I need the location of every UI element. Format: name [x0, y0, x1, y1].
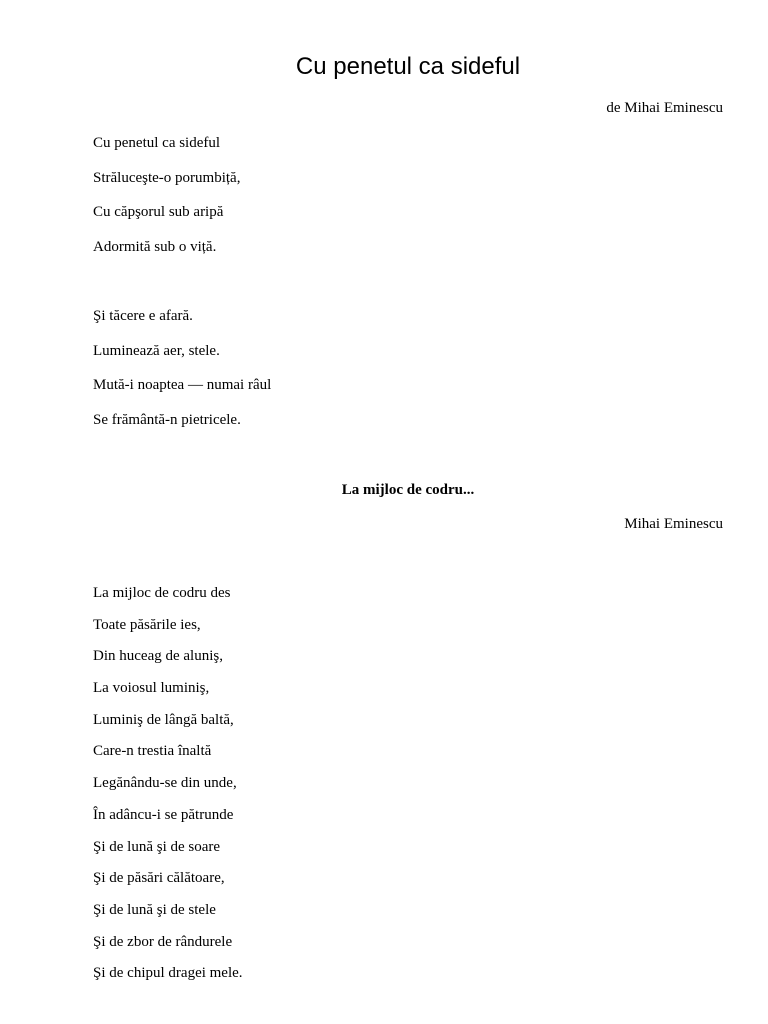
verse-line: Din huceag de aluniş,: [93, 648, 223, 665]
verse-line: Străluceşte-o porumbiță,: [93, 169, 241, 186]
verse-line: Şi de zbor de rândurele: [93, 933, 233, 950]
verse-line: Mută-i noaptea — numai râul: [93, 377, 272, 394]
verse-line: Cu căpşorul sub aripă: [93, 204, 224, 221]
poem-stanza-2: [93, 306, 271, 445]
verse-line: În adâncu-i se pătrunde: [93, 806, 234, 823]
poem-stanza-1: [93, 133, 240, 272]
verse-line: Şi tăcere e afară.: [93, 308, 193, 324]
verse-line: Care-n trestia înaltă: [93, 743, 212, 760]
verse-line: Adormită sub o viță.: [93, 239, 217, 256]
verse-line: Luminiş de lângă baltă,: [93, 711, 234, 728]
verse-line: Şi de lună şi de stele: [93, 901, 216, 918]
verse-line: Şi de chipul dragei mele.: [93, 965, 243, 982]
verse-line: Se frământă-n pietricele.: [93, 412, 241, 429]
verse-line: Şi de păsări călătoare,: [93, 870, 225, 887]
verse-line: Luminează aer, stele.: [93, 342, 220, 359]
verse-line: Legănându-se din unde,: [93, 775, 237, 792]
poem-author: de Mihai Eminescu: [606, 100, 723, 116]
verse-line: Cu penetul ca sideful: [93, 135, 221, 151]
verse-line: La mijloc de codru des: [93, 585, 231, 601]
second-poem-title: La mijloc de codru...: [341, 482, 475, 498]
verse-line: La voiosul luminiş,: [93, 680, 210, 697]
second-poem-body: [93, 583, 243, 995]
second-poem-author: Mihai Eminescu: [624, 516, 723, 532]
poem-title: Cu penetul ca sideful: [295, 53, 521, 80]
verse-line: Şi de lună şi de soare: [93, 838, 221, 855]
verse-line: Toate păsările ies,: [93, 616, 201, 633]
